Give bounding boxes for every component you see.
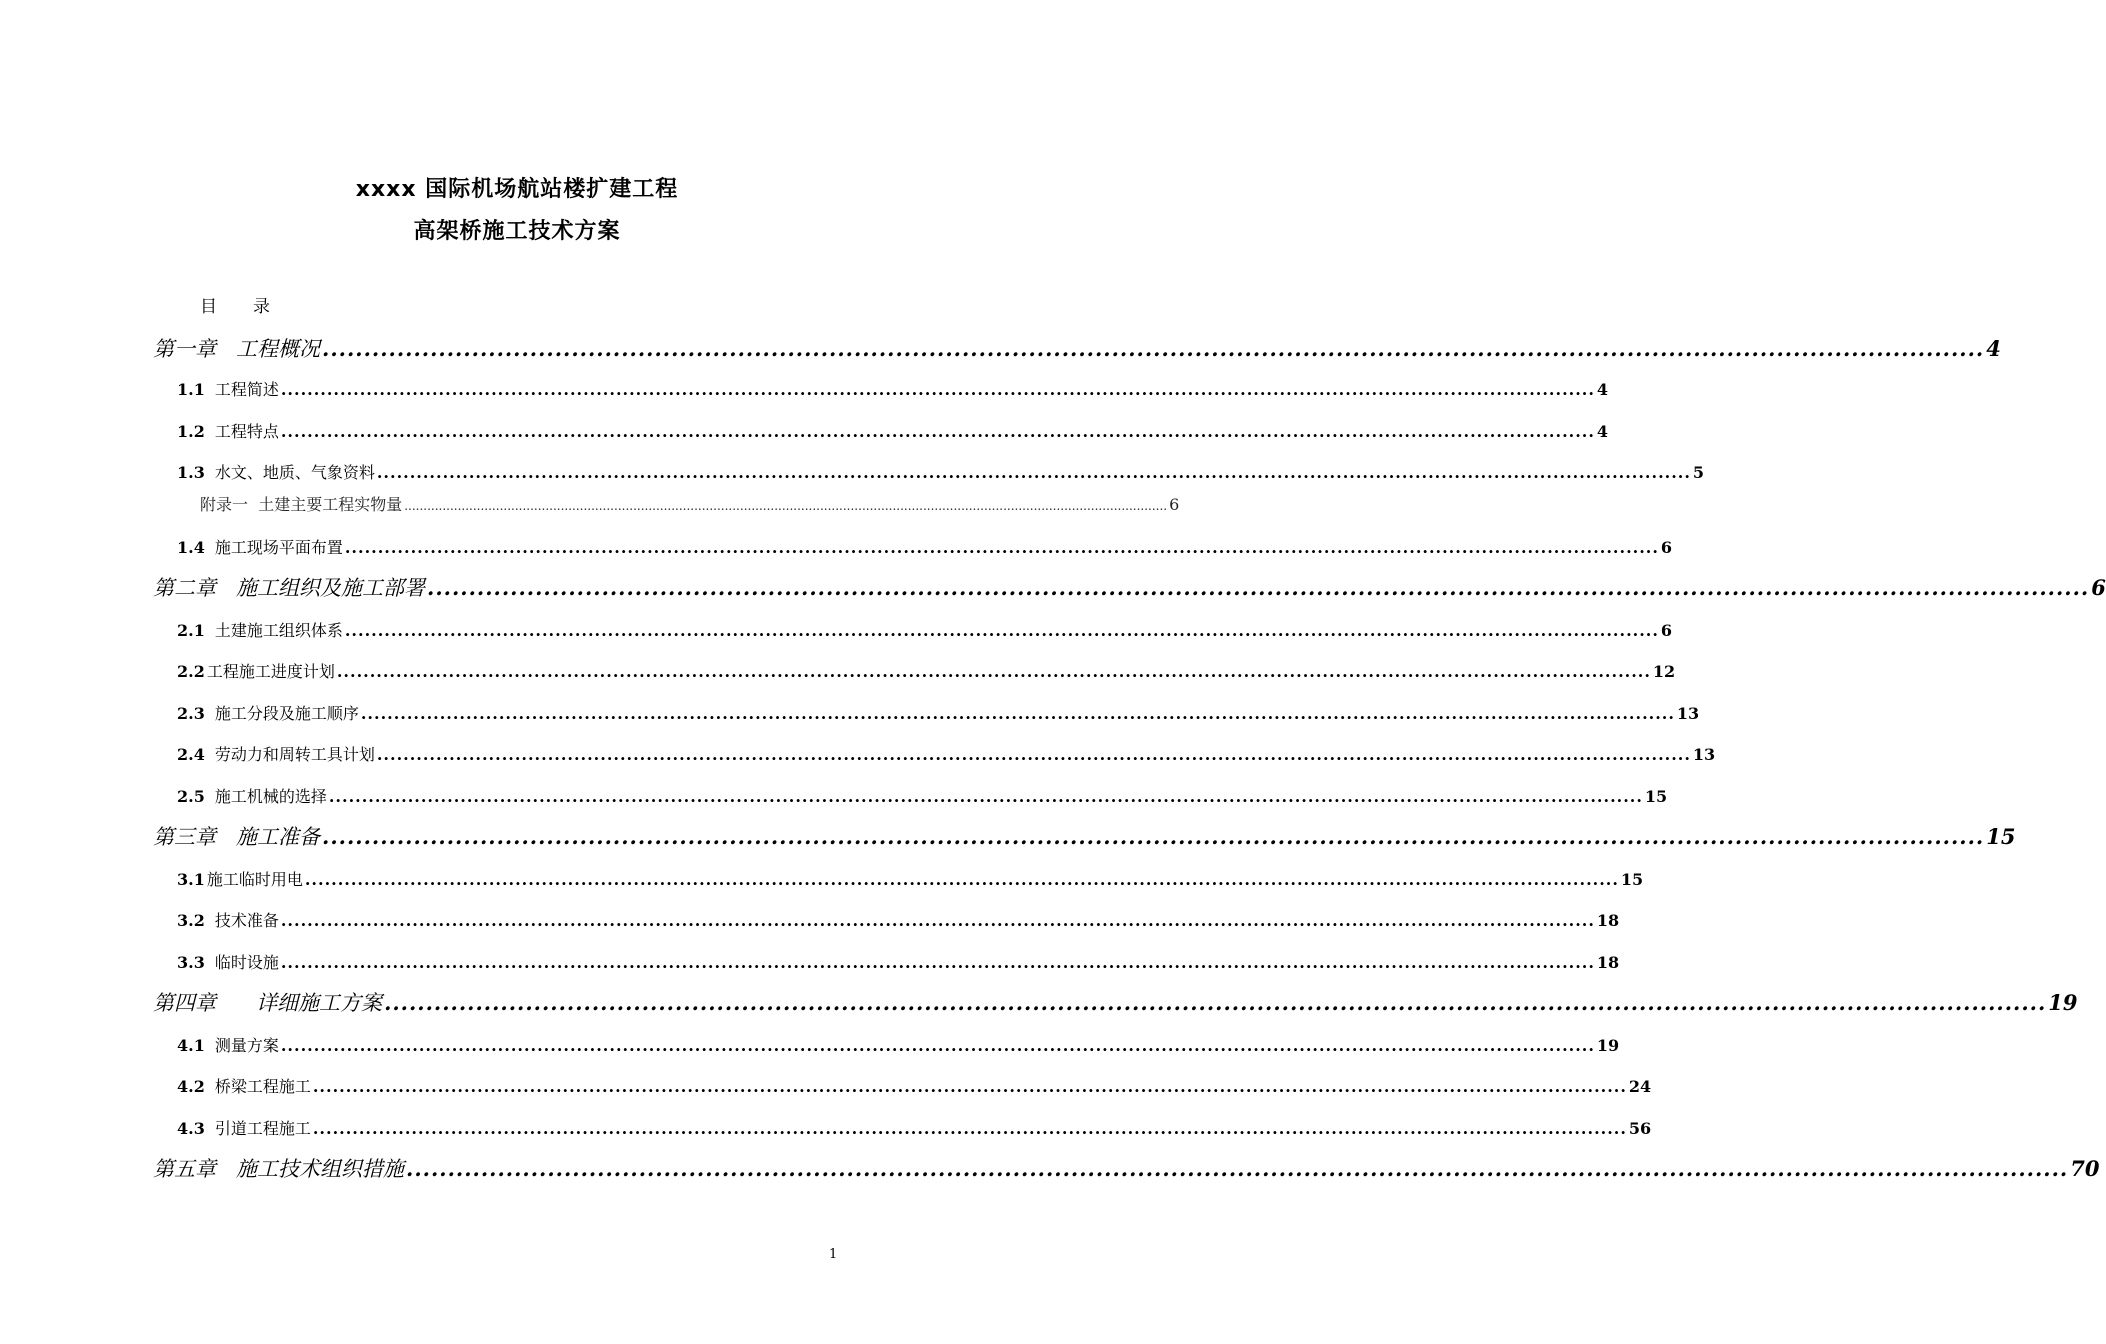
toc-entry-chapter[interactable] (153, 821, 2016, 851)
toc-entry-page: 18 (1596, 953, 1620, 972)
toc-leader-dots: ........................................................................................................................................................................................................ (322, 336, 1985, 361)
toc-leader-dots: ........................................................................................................................................................................................................ (344, 538, 1659, 557)
toc-entry-section[interactable] (177, 950, 1620, 973)
toc-entry-section[interactable] (177, 1074, 1652, 1097)
toc-entry-number: 3.2 (177, 911, 205, 930)
toc-entry-section[interactable] (177, 742, 1716, 765)
toc-leader-dots: ........................................................................................................................................................................................................ (344, 621, 1659, 640)
toc-entry-number: 4.2 (177, 1077, 205, 1096)
toc-entry-section[interactable] (177, 701, 1700, 724)
toc-leader-dots: ........................................................................................................................................................................................................ (360, 704, 1675, 723)
toc-entry-page: 15 (1644, 787, 1668, 806)
toc-entry-page: 15 (1620, 870, 1644, 889)
toc-entry-label: 技术准备 (214, 911, 279, 930)
toc-leader-dots: ........................................................................................................................................................................................................ (280, 911, 1595, 930)
toc-entry-page: 13 (1676, 704, 1700, 723)
toc-entry-number: 2.1 (177, 621, 205, 640)
toc-leader-dots: ........................................................................................................................................................................................................ (280, 422, 1595, 441)
toc-entry-page: 13 (1692, 745, 1716, 764)
toc-entry-label: 测量方案 (214, 1036, 279, 1055)
toc-heading (200, 292, 270, 317)
toc-entry-label: 工程简述 (214, 380, 279, 399)
toc-entry-label: 土建主要工程实物量 (258, 495, 403, 514)
toc-leader-dots: ........................................................................................................................................................................................................ (336, 662, 1651, 681)
toc-entry-section[interactable] (177, 460, 1705, 483)
toc-entry-page: 6 (2091, 575, 2106, 600)
toc-entry-section[interactable] (177, 419, 1609, 442)
toc-entry-page: 4 (1596, 422, 1609, 441)
toc-entry-number: 2.2 (177, 662, 205, 681)
page-number: 1 (829, 1247, 838, 1262)
toc-entry-number: 第五章 (153, 1157, 216, 1181)
toc-leader-dots: ........................................................................................................................................................................................................ (304, 870, 1619, 889)
toc-entry-label: 施工准备 (236, 825, 321, 849)
toc-leader-dots: ........................................................................................................................................................................................................ (322, 824, 1985, 849)
toc-entry-chapter[interactable] (153, 1153, 2100, 1183)
toc-entry-section[interactable] (177, 1116, 1652, 1139)
toc-entry-number: 1.4 (177, 538, 205, 557)
toc-entry-chapter[interactable] (153, 572, 2106, 602)
toc-entry-label: 详细施工方案 (256, 991, 383, 1015)
toc-entry-label: 工程概况 (236, 337, 321, 361)
toc-leader-dots: ........................................................................................................................................................................................................ (280, 1036, 1595, 1055)
toc-leader-dots: ........................................................................................................................................................................................................ (312, 1077, 1627, 1096)
toc-entry-chapter[interactable] (153, 987, 2078, 1017)
toc-entry-number: 1.2 (177, 422, 205, 441)
toc-entry-number: 3.3 (177, 953, 205, 972)
toc-entry-number: 2.3 (177, 704, 205, 723)
toc-entry-number: 2.4 (177, 745, 205, 764)
toc-entry-chapter[interactable] (153, 333, 2001, 363)
toc-entry-page: 4 (1986, 336, 2001, 361)
toc-entry-label: 工程施工进度计划 (206, 662, 335, 681)
toc-entry-page: 6 (1660, 538, 1673, 557)
toc-entry-page: 18 (1596, 911, 1620, 930)
toc-entry-label: 施工机械的选择 (214, 787, 327, 806)
toc-entry-section[interactable] (177, 618, 1673, 641)
toc-entry-label: 施工临时用电 (206, 870, 303, 889)
toc-entry-number: 1.3 (177, 463, 205, 482)
toc-entry-section[interactable] (177, 908, 1620, 931)
toc-entry-number: 3.1 (177, 870, 205, 889)
toc-entry-label: 施工现场平面布置 (214, 538, 343, 557)
toc-entry-number: 第四章 (153, 991, 216, 1015)
toc-entry-page: 15 (1986, 824, 2016, 849)
toc-entry-label: 施工技术组织措施 (236, 1157, 405, 1181)
toc-entry-label: 引道工程施工 (214, 1119, 311, 1138)
toc-entry-page: 19 (1596, 1036, 1620, 1055)
toc-entry-label: 桥梁工程施工 (214, 1077, 311, 1096)
toc-entry-page: 56 (1628, 1119, 1652, 1138)
toc-entry-section[interactable] (177, 659, 1676, 682)
toc-leader-dots: ........................................................................................................................................................................................................ (280, 380, 1595, 399)
toc-entry-page: 6 (1169, 495, 1180, 514)
toc-heading-char-1: 目 (200, 297, 217, 317)
toc-leader-dots: ........................................................................................................................................................................................................ (328, 787, 1643, 806)
document-title: xxxx 国际机场航站楼扩建工程 (355, 177, 679, 202)
toc-leader-dots: ........................................................................................................................................................................................................ (376, 463, 1691, 482)
document-subtitle: 高架桥施工技术方案 (413, 219, 621, 244)
toc-entry-number: 1.1 (177, 380, 205, 399)
toc-entry-section[interactable] (177, 784, 1668, 807)
toc-leader-dots: ........................................................................................................................................................................................................ (406, 1156, 2069, 1181)
toc-leader-dots: ........................................................................................................................................................................................................ (384, 990, 2047, 1015)
toc-entry-number: 4.3 (177, 1119, 205, 1138)
toc-leader-dots: ........................................................................................................................................................................................................ (427, 575, 2090, 600)
toc-entry-section[interactable] (177, 535, 1673, 558)
toc-entry-number: 2.5 (177, 787, 205, 806)
toc-entry-number: 4.1 (177, 1036, 205, 1055)
toc-entry-label: 劳动力和周转工具计划 (214, 745, 375, 764)
toc-entry-label: 工程特点 (214, 422, 279, 441)
toc-entry-label: 施工分段及施工顺序 (214, 704, 359, 723)
toc-entry-number: 附录一 (200, 495, 249, 514)
toc-entry-label: 施工组织及施工部署 (236, 576, 426, 600)
toc-entry-page: 24 (1628, 1077, 1652, 1096)
toc-entry-page: 5 (1692, 463, 1705, 482)
toc-entry-page: 6 (1660, 621, 1673, 640)
toc-entry-label: 土建施工组织体系 (214, 621, 343, 640)
toc-leader-dots: ........................................................................................................................................................................................................ (404, 499, 1168, 513)
toc-heading-char-2: 录 (253, 297, 270, 317)
toc-entry-number: 第一章 (153, 337, 216, 361)
toc-leader-dots: ........................................................................................................................................................................................................ (312, 1119, 1627, 1138)
toc-entry-number: 第二章 (153, 576, 216, 600)
toc-entry-section[interactable] (177, 1033, 1620, 1056)
toc-entry-section[interactable] (177, 377, 1609, 400)
toc-leader-dots: ........................................................................................................................................................................................................ (280, 953, 1595, 972)
toc-entry-page: 4 (1596, 380, 1609, 399)
toc-entry-page: 70 (2070, 1156, 2100, 1181)
toc-entry-label: 临时设施 (214, 953, 279, 972)
toc-entry-page: 19 (2048, 990, 2078, 1015)
toc-entry-appendix[interactable] (200, 492, 1180, 515)
toc-entry-page: 12 (1652, 662, 1676, 681)
toc-entry-label: 水文、地质、气象资料 (214, 463, 375, 482)
toc-leader-dots: ........................................................................................................................................................................................................ (376, 745, 1691, 764)
toc-entry-section[interactable] (177, 867, 1644, 890)
toc-entry-number: 第三章 (153, 825, 216, 849)
